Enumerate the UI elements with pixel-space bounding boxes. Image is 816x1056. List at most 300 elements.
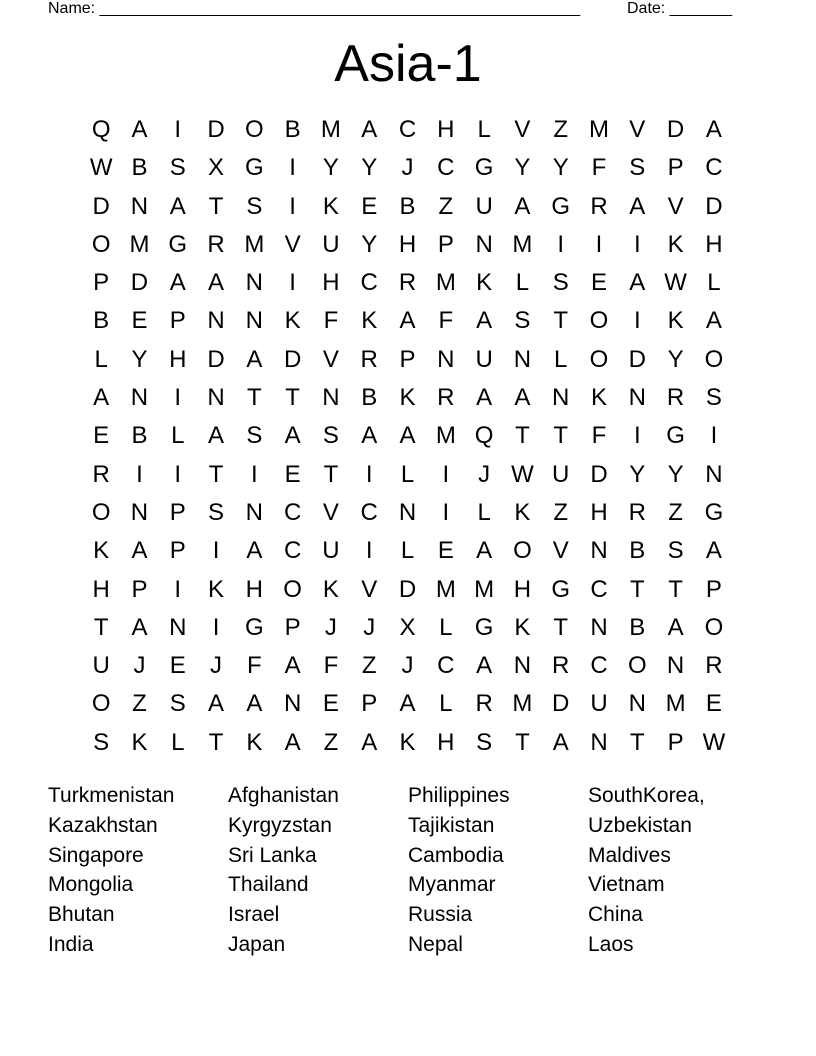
word-list-item: Cambodia [408, 843, 504, 867]
grid-cell: H [92, 575, 110, 603]
grid-cell: Y [514, 154, 531, 182]
grid-cell: Z [438, 192, 454, 220]
grid-cell: E [284, 460, 301, 488]
grid-cell: G [245, 154, 264, 182]
grid-cell: A [208, 269, 225, 297]
grid-cell: D [398, 575, 417, 603]
grid-cell: H [437, 116, 455, 143]
grid-cell: F [591, 154, 607, 182]
date-field: Date: _______ [627, 0, 732, 17]
grid-cell: X [399, 613, 416, 641]
grid-cell: J [401, 154, 414, 182]
grid-cell: B [284, 116, 301, 143]
grid-cell: J [133, 652, 146, 680]
grid-cell: C [590, 575, 608, 603]
grid-cell: M [129, 230, 150, 258]
grid-cell: H [169, 345, 187, 373]
grid-cell: T [208, 460, 224, 488]
grid-cell: R [628, 498, 646, 526]
grid-cell: M [512, 690, 533, 718]
grid-cell: N [666, 652, 685, 680]
grid-cell: Y [361, 154, 378, 182]
grid-cell: R [360, 345, 378, 373]
grid-cell: A [476, 537, 493, 565]
grid-cell: K [246, 728, 263, 756]
grid-cell: P [399, 345, 416, 373]
grid-cell: P [131, 575, 148, 603]
grid-cell: C [398, 116, 417, 143]
word-list-item: Myanmar [408, 873, 496, 897]
grid-cell: Z [361, 652, 377, 680]
grid-cell: V [361, 575, 378, 603]
grid-cell: X [208, 154, 225, 182]
word-list-item: Laos [588, 932, 634, 956]
grid-cell: I [174, 460, 182, 488]
grid-cell: A [629, 269, 646, 297]
grid-cell: V [629, 116, 646, 143]
grid-cell: D [666, 116, 685, 143]
grid-cell: I [289, 269, 296, 297]
grid-cell: C [437, 154, 455, 182]
grid-cell: U [590, 690, 608, 718]
grid-cell: U [322, 537, 340, 565]
grid-cell: B [93, 307, 110, 335]
grid-cell: Y [322, 154, 339, 182]
grid-cell: A [514, 384, 531, 412]
grid-cell: T [285, 384, 300, 412]
grid-cell: T [323, 460, 339, 488]
grid-cell: C [360, 269, 378, 297]
grid-cell: N [552, 384, 570, 412]
grid-cell: A [361, 422, 378, 450]
grid-cell: Y [361, 230, 378, 258]
grid-cell: P [705, 575, 722, 603]
grid-cell: I [365, 537, 373, 565]
grid-cell: T [553, 307, 569, 335]
grid-cell: L [477, 116, 491, 143]
grid-cell: E [705, 690, 722, 718]
grid-cell: D [92, 192, 110, 220]
grid-cell: A [169, 192, 186, 220]
grid-cell: I [136, 460, 143, 488]
grid-cell: Q [474, 422, 494, 450]
grid-cell: O [513, 537, 532, 565]
grid-cell: W [702, 728, 726, 756]
word-list [48, 781, 768, 960]
grid-cell: L [439, 690, 453, 718]
grid-cell: N [245, 269, 263, 297]
grid-cell: N [398, 498, 417, 526]
grid-cell: M [589, 116, 609, 143]
grid-cell: A [169, 269, 186, 297]
grid-cell: H [245, 575, 263, 603]
grid-cell: R [398, 269, 417, 297]
grid-cell: A [629, 192, 646, 220]
word-list-item: Philippines [408, 784, 510, 807]
grid-cell: W [664, 269, 687, 297]
grid-cell: N [207, 384, 225, 412]
grid-cell: N [169, 613, 187, 641]
grid-cell: R [92, 460, 110, 488]
grid-cell: C [437, 652, 455, 680]
word-list-item: Turkmenistan [48, 784, 175, 807]
grid-cell: T [629, 728, 645, 756]
grid-cell: N [628, 690, 646, 718]
grid-cell: I [212, 613, 220, 641]
grid-cell: K [322, 575, 339, 603]
grid-cell: K [131, 728, 148, 756]
grid-cell: T [93, 613, 109, 641]
grid-cell: V [322, 498, 339, 526]
grid-cell: E [131, 307, 148, 335]
grid-cell: R [705, 652, 723, 680]
grid-cell: O [245, 116, 264, 143]
grid-cell: D [207, 116, 225, 143]
name-field: Name: ______________________________________________________ [48, 0, 581, 17]
grid-cell: H [590, 498, 608, 526]
grid-cell: S [514, 307, 531, 335]
grid-cell: Z [553, 116, 569, 143]
grid-cell: K [667, 230, 684, 258]
grid-cell: F [247, 652, 262, 680]
grid-cell: M [320, 116, 341, 143]
grid-cell: S [629, 154, 646, 182]
grid-cell: A [705, 116, 722, 143]
grid-cell: A [93, 384, 110, 412]
grid-cell: W [511, 460, 534, 488]
grid-cell: H [437, 728, 455, 756]
grid-cell: U [552, 460, 570, 488]
grid-cell: O [589, 307, 609, 335]
grid-cell: G [474, 154, 494, 182]
grid-cell: M [435, 269, 456, 297]
grid-cell: Y [552, 154, 569, 182]
grid-cell: N [245, 498, 263, 526]
grid-cell: P [169, 307, 186, 335]
grid-cell: A [476, 384, 493, 412]
grid-cell: O [589, 345, 609, 373]
grid-cell: K [208, 575, 225, 603]
grid-cell: A [284, 728, 301, 756]
grid-cell: A [284, 652, 301, 680]
grid-cell: N [322, 384, 340, 412]
grid-cell: L [707, 269, 721, 297]
grid-cell: O [283, 575, 302, 603]
grid-cell: S [246, 192, 263, 220]
grid-cell: I [212, 537, 220, 565]
grid-cell: K [399, 728, 416, 756]
word-list-item: Afghanistan [228, 784, 339, 807]
page-title: Asia-1 [334, 35, 482, 93]
grid-cell: K [476, 269, 493, 297]
grid-cell: B [629, 537, 646, 565]
grid-cell: C [590, 652, 608, 680]
grid-cell: G [168, 230, 188, 258]
grid-cell: R [475, 690, 493, 718]
grid-cell: A [246, 690, 263, 718]
grid-cell: Q [91, 116, 111, 143]
grid-cell: P [169, 498, 186, 526]
grid-cell: A [476, 307, 493, 335]
grid-cell: I [251, 460, 258, 488]
grid-cell: J [478, 460, 491, 488]
grid-cell: N [513, 345, 532, 373]
grid-cell: I [174, 575, 182, 603]
grid-cell: O [91, 230, 111, 258]
grid-cell: I [633, 422, 641, 450]
grid-cell: T [208, 192, 224, 220]
grid-cell: O [704, 613, 724, 641]
word-list-item: Vietnam [588, 873, 665, 897]
grid-cell: A [705, 537, 722, 565]
grid-cell: R [590, 192, 608, 220]
grid-cell: O [91, 498, 111, 526]
grid-cell: I [442, 460, 450, 488]
grid-cell: P [169, 537, 186, 565]
grid-cell: N [590, 613, 608, 641]
grid-cell: L [439, 613, 453, 641]
word-list-item: Tajikistan [408, 813, 495, 837]
grid-cell: U [475, 345, 493, 373]
grid-cell: A [476, 652, 493, 680]
grid-cell: R [207, 230, 225, 258]
grid-cell: N [628, 384, 646, 412]
grid-cell: H [398, 230, 417, 258]
grid-cell: K [667, 307, 684, 335]
grid-cell: J [401, 652, 414, 680]
grid-cell: U [92, 652, 110, 680]
grid-cell: T [553, 422, 569, 450]
grid-cell: I [174, 384, 182, 412]
grid-cell: P [437, 230, 454, 258]
grid-cell: T [629, 575, 645, 603]
grid-cell: K [514, 613, 531, 641]
word-list-item: SouthKorea, [588, 784, 705, 807]
grid-cell: T [208, 728, 224, 756]
grid-cell: I [633, 307, 641, 335]
grid-cell: A [284, 422, 301, 450]
grid-cell: F [438, 307, 454, 335]
grid-cell: G [551, 575, 571, 603]
grid-cell: N [130, 192, 149, 220]
grid-cell: F [323, 307, 339, 335]
grid-cell: Y [667, 460, 684, 488]
grid-cell: R [437, 384, 455, 412]
grid-cell: C [360, 498, 378, 526]
grid-cell: A [208, 422, 225, 450]
grid-cell: M [435, 422, 456, 450]
grid-cell: A [399, 690, 416, 718]
grid-cell: C [283, 537, 302, 565]
grid-cell: J [210, 652, 223, 680]
grid-cell: D [207, 345, 225, 373]
grid-cell: I [289, 192, 296, 220]
word-list-item: Kyrgyzstan [228, 813, 332, 837]
grid-cell: A [131, 116, 148, 143]
grid-cell: K [399, 384, 416, 412]
grid-cell: B [361, 384, 378, 412]
grid-cell: N [130, 498, 149, 526]
grid-cell: A [552, 728, 569, 756]
grid-cell: S [476, 728, 493, 756]
grid-cell: I [289, 154, 296, 182]
grid-cell: K [284, 307, 301, 335]
grid-cell: E [93, 422, 110, 450]
word-list-item: Russia [408, 903, 473, 927]
grid-cell: L [400, 537, 415, 565]
grid-cell: P [667, 154, 684, 182]
grid-cell: Z [553, 498, 569, 526]
grid-cell: N [283, 690, 302, 718]
grid-cell: J [363, 613, 376, 641]
grid-cell: S [552, 269, 569, 297]
grid-cell: H [513, 575, 532, 603]
grid-cell: M [665, 690, 686, 718]
grid-cell: F [323, 652, 339, 680]
grid-cell: O [704, 345, 724, 373]
grid-cell: N [207, 307, 225, 335]
grid-cell: A [131, 613, 148, 641]
grid-cell: Z [132, 690, 147, 718]
grid-cell: A [399, 307, 416, 335]
grid-cell: E [437, 537, 454, 565]
grid-cell: F [591, 422, 607, 450]
grid-cell: G [666, 422, 685, 450]
word-list-item: Israel [228, 903, 280, 927]
grid-cell: O [91, 690, 111, 718]
grid-cell: I [174, 116, 182, 143]
grid-cell: C [283, 498, 302, 526]
grid-cell: D [130, 269, 149, 297]
grid-cell: T [515, 422, 530, 450]
grid-cell: A [667, 613, 684, 641]
grid-cell: M [244, 230, 265, 258]
word-list-item: Maldives [588, 843, 671, 867]
grid-cell: A [361, 116, 378, 143]
grid-cell: Z [668, 498, 683, 526]
grid-cell: E [322, 690, 339, 718]
grid-cell: E [361, 192, 378, 220]
grid-cell: T [247, 384, 262, 412]
grid-cell: B [629, 613, 646, 641]
grid-cell: D [283, 345, 302, 373]
grid-cell: G [245, 613, 264, 641]
grid-cell: S [208, 498, 225, 526]
word-list-item: Nepal [408, 932, 463, 956]
grid-cell: K [361, 307, 378, 335]
grid-cell: M [474, 575, 495, 603]
grid-cell: L [477, 498, 491, 526]
grid-cell: L [515, 269, 530, 297]
grid-cell: N [130, 384, 149, 412]
grid-cell: I [633, 230, 641, 258]
grid-cell: K [591, 384, 608, 412]
grid-cell: N [245, 307, 263, 335]
grid-cell: B [131, 154, 148, 182]
grid-cell: K [93, 537, 110, 565]
word-list-item: Kazakhstan [48, 813, 158, 837]
word-list-item: Mongolia [48, 873, 134, 897]
grid-cell: K [322, 192, 339, 220]
grid-cell: P [93, 269, 110, 297]
grid-cell: E [591, 269, 608, 297]
grid-cell: G [704, 498, 724, 526]
grid-cell: E [169, 652, 186, 680]
grid-cell: N [437, 345, 455, 373]
grid-cell: V [284, 230, 301, 258]
grid-cell: V [552, 537, 569, 565]
grid-cell: N [705, 460, 723, 488]
grid-cell: A [246, 537, 263, 565]
grid-cell: A [705, 307, 722, 335]
word-list-item: Sri Lanka [228, 843, 317, 867]
grid-cell: W [89, 154, 113, 182]
grid-cell: M [435, 575, 456, 603]
grid-cell: V [514, 116, 531, 143]
grid-cell: M [512, 230, 533, 258]
grid-cell: H [705, 230, 723, 258]
grid-cell: I [557, 230, 565, 258]
grid-cell: A [246, 345, 263, 373]
grid-cell: Z [323, 728, 339, 756]
grid-cell: B [131, 422, 148, 450]
grid-cell: G [474, 613, 494, 641]
grid-cell: Y [629, 460, 646, 488]
word-list-item: Singapore [48, 843, 144, 867]
word-search-grid [82, 111, 733, 762]
grid-cell: T [553, 613, 569, 641]
grid-cell: G [551, 192, 571, 220]
grid-cell: U [322, 230, 340, 258]
grid-cell: V [667, 192, 684, 220]
grid-cell: P [284, 613, 301, 641]
grid-cell: T [668, 575, 683, 603]
grid-cell: A [361, 728, 378, 756]
grid-cell: A [131, 537, 148, 565]
grid-cell: P [361, 690, 378, 718]
grid-cell: S [322, 422, 339, 450]
grid-cell: A [208, 690, 225, 718]
grid-cell: U [475, 192, 493, 220]
grid-cell: D [590, 460, 608, 488]
grid-cell: S [246, 422, 263, 450]
grid-cell: N [475, 230, 493, 258]
grid-cell: Y [131, 345, 148, 373]
grid-cell: D [628, 345, 646, 373]
grid-cell: N [590, 537, 608, 565]
word-list-item: Uzbekistan [588, 813, 692, 837]
grid-cell: S [93, 728, 110, 756]
grid-cell: R [552, 652, 570, 680]
grid-cell: B [399, 192, 416, 220]
grid-cell: D [552, 690, 570, 718]
grid-cell: L [554, 345, 568, 373]
word-list-item: China [588, 903, 643, 927]
grid-cell: I [595, 230, 603, 258]
grid-cell: L [171, 728, 185, 756]
grid-cell: L [171, 422, 185, 450]
grid-cell: S [705, 384, 722, 412]
word-list-item: India [48, 932, 94, 956]
grid-cell: A [514, 192, 531, 220]
word-list-item: Thailand [228, 873, 309, 897]
grid-cell: C [705, 154, 723, 182]
grid-cell: D [705, 192, 723, 220]
grid-cell: P [667, 728, 684, 756]
grid-cell: S [169, 154, 186, 182]
grid-cell: I [365, 460, 373, 488]
grid-cell: O [627, 652, 647, 680]
